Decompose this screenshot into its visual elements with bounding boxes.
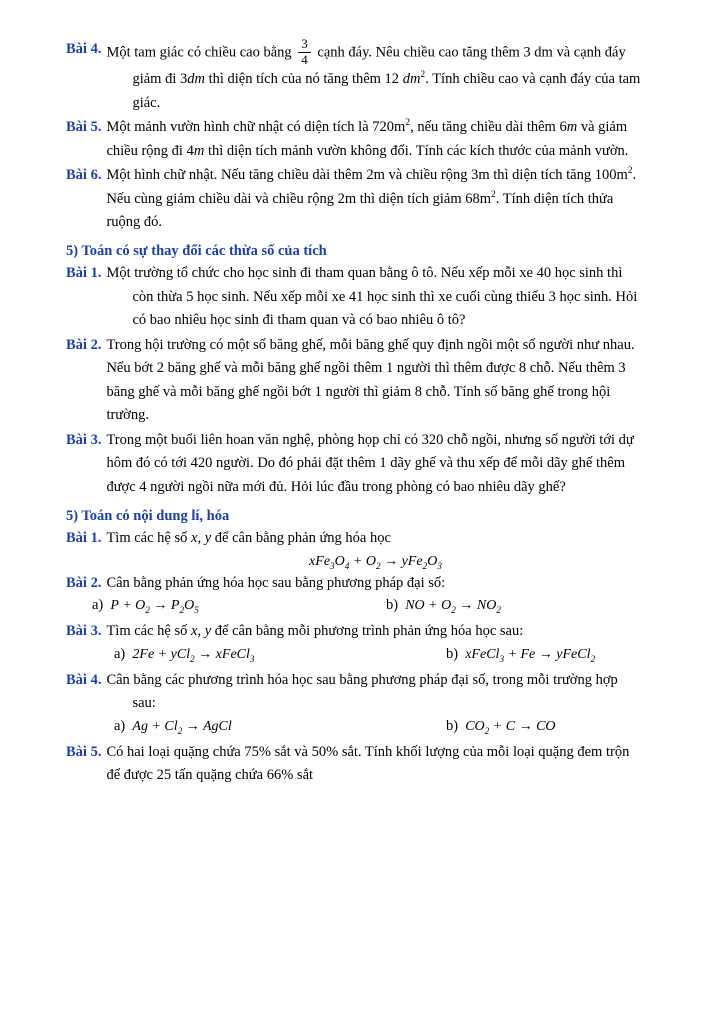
problem-text-line: Một hình chữ nhật. Nếu tăng chiều dài thêm 2m và chiều rộng 3m thì diện tích tăng $100m^2$.	[106, 165, 637, 184]
problem-text-line: Tìm các hệ số x, y để cân bằng mỗi phương trình phản ứng hóa học sau:	[106, 623, 524, 640]
problem-item	[66, 669, 685, 716]
problem-item	[66, 620, 685, 643]
problem-item	[66, 527, 685, 550]
equation-p-o2: $P + O_2 \to P_2O_5$	[106, 598, 199, 616]
problem-text-line: băng ghế và mỗi băng ghế ngồi bớt 1 người thì giảm 8 chỗ. Tính số băng ghế trong hội	[106, 383, 611, 400]
problem-body	[106, 572, 685, 595]
option-a	[66, 718, 366, 735]
problem-label: Bài 4.	[66, 671, 102, 688]
problem-item	[66, 429, 685, 499]
problem-label: Bài 4.	[66, 41, 102, 57]
option-a	[66, 597, 366, 614]
problem-text-line: Nếu cùng giảm chiều dài và chiều rộng 2m thì diện tích giảm $68m^2$. Tính diện tích thửa	[106, 188, 614, 207]
problem-text-line: để được 25 tấn quặng chứa 66% sắt	[106, 767, 314, 784]
option-row	[66, 646, 685, 663]
problem-text-line: có bao nhiêu học sinh đi tham quan và có bao nhiêu ô tô?	[132, 312, 466, 329]
option-b	[366, 646, 685, 663]
problem-body	[106, 262, 685, 332]
option-tag: b)	[446, 645, 459, 662]
problem-text-line: Cân bằng các phương trình hóa học sau bằng phương pháp đại số, trong mỗi trường hợp	[106, 671, 618, 688]
problem-item	[66, 38, 685, 115]
problem-item	[66, 262, 685, 332]
problem-label: Bài 2.	[66, 336, 102, 353]
problem-text-line: Có hai loại quặng chứa 75% sắt và 50% sắt. Tính khối lượng của mỗi loại quặng đem trộn	[106, 743, 630, 760]
problem-text-line: Trong một buổi liên hoan văn nghệ, phòng họp chỉ có 320 chỗ ngồi, nhưng số người tới dự	[106, 431, 634, 448]
problem-label: Bài 6.	[66, 167, 102, 184]
problem-label: Bài 5.	[66, 743, 102, 760]
problem-body	[106, 334, 685, 428]
problem-label: Bài 2.	[66, 574, 102, 591]
equation-fe3o4	[66, 554, 685, 570]
problem-label: Bài 5.	[66, 119, 102, 136]
problem-text-line: cạnh đáy. Nêu chiều cao tăng thêm 3 dm và cạnh đáy	[317, 44, 626, 61]
problem-item	[66, 116, 685, 163]
equation-text: $xFe_3O_4 + O_2 \to yFe_2O_3$	[309, 553, 442, 571]
fraction-denominator: 4	[298, 52, 311, 68]
problem-body	[106, 741, 685, 788]
problem-text-line: chiều rộng đi 4m thì diện tích mảnh vườn không đổi. Tính các kích thước của mảnh vườn.	[106, 142, 629, 159]
section-heading-product-factors: 5) Toán có sự thay đổi các thừa số của tích	[66, 243, 327, 260]
problem-text-line: còn thừa 5 học sinh. Nếu xếp mỗi xe 41 học sinh thì xe cuối cùng thiếu 3 học sinh. Hỏi	[132, 288, 638, 305]
problem-item	[66, 334, 685, 428]
option-tag: a)	[114, 717, 126, 734]
problem-text-line: Cân bằng phản ứng hóa học sau bằng phương pháp đại số:	[106, 574, 446, 591]
problem-text-line: trường.	[106, 407, 149, 424]
problem-body	[106, 620, 685, 643]
option-b	[366, 718, 685, 735]
fraction-three-quarters	[298, 37, 311, 67]
problem-body	[106, 527, 685, 550]
problem-label: Bài 3.	[66, 623, 102, 640]
problem-item	[66, 572, 685, 595]
problem-body	[106, 38, 685, 115]
option-row	[66, 597, 685, 614]
option-b	[366, 597, 685, 614]
option-row	[66, 718, 685, 735]
problem-text-line: Một mảnh vườn hình chữ nhật có diện tích là $720m^2$, nếu tăng chiều dài thêm 6m và giảm	[106, 117, 628, 136]
problem-text-line: giảm đi 3dm thì diện tích của nó tăng thêm 12 $dm^2$. Tính chiều cao và cạnh đáy của tam	[132, 69, 641, 88]
problem-body	[106, 429, 685, 499]
problem-body	[106, 669, 685, 716]
problem-label: Bài 1.	[66, 265, 102, 282]
problem-text-line: sau:	[132, 695, 156, 712]
option-tag: a)	[92, 597, 104, 614]
option-tag: b)	[386, 597, 399, 614]
problem-label: Bài 3.	[66, 431, 102, 448]
problem-item	[66, 741, 685, 788]
problem-text-line: Trong hội trường có một số băng ghế, mỗi băng ghế quy định ngồi một số người như nhau.	[106, 336, 635, 353]
problem-text-line: giác.	[132, 94, 161, 111]
problem-item	[66, 164, 685, 234]
problem-body	[106, 164, 685, 234]
equation-fecl3: 2Fe + yCl$_2$ → xFeCl$_3$	[128, 646, 255, 664]
option-tag: b)	[446, 717, 459, 734]
option-a	[66, 646, 366, 663]
problem-text-line: được 4 người ngồi nữa mới đủ. Hỏi lúc đầu trong phòng có bao nhiêu dãy ghế?	[106, 478, 566, 495]
equation-fecl2: xFeCl$_3$ + Fe → yFeCl$_2$	[461, 646, 596, 664]
problem-text-line: ruộng đó.	[106, 214, 163, 230]
equation-no-o2: NO + $O_2 \to NO_2$	[401, 598, 501, 616]
option-tag: a)	[114, 645, 126, 662]
equation-agcl: $Ag + Cl_2$ → AgCl	[128, 718, 232, 736]
problem-text-line: Nếu bớt 2 băng ghế và mỗi băng ghế ngồi thêm 1 người thì thêm được 8 chỗ. Nếu thêm 3	[106, 360, 626, 377]
problem-text-line: Một trường tổ chức cho học sinh đi tham quan bằng ô tô. Nếu xếp mỗi xe 40 học sinh thì	[106, 265, 623, 282]
problem-text-line: Tìm các hệ số x, y để cân bằng phản ứng hóa học	[106, 530, 391, 547]
fraction-numerator: 3	[301, 36, 308, 51]
section-heading-physics-chemistry: 5) Toán có nội dung lí, hóa	[66, 508, 230, 525]
problem-label: Bài 1.	[66, 530, 102, 547]
problem-text-line: hôm đó có tới 420 người. Do đó phải đặt thêm 1 dãy ghế và thu xếp để mỗi dãy ghế thêm	[106, 455, 625, 472]
problem-body	[106, 116, 685, 163]
equation-co2-c: $CO_2 + C$ → CO	[461, 718, 556, 736]
problem-text-line: Một tam giác có chiều cao bằng	[106, 44, 292, 61]
